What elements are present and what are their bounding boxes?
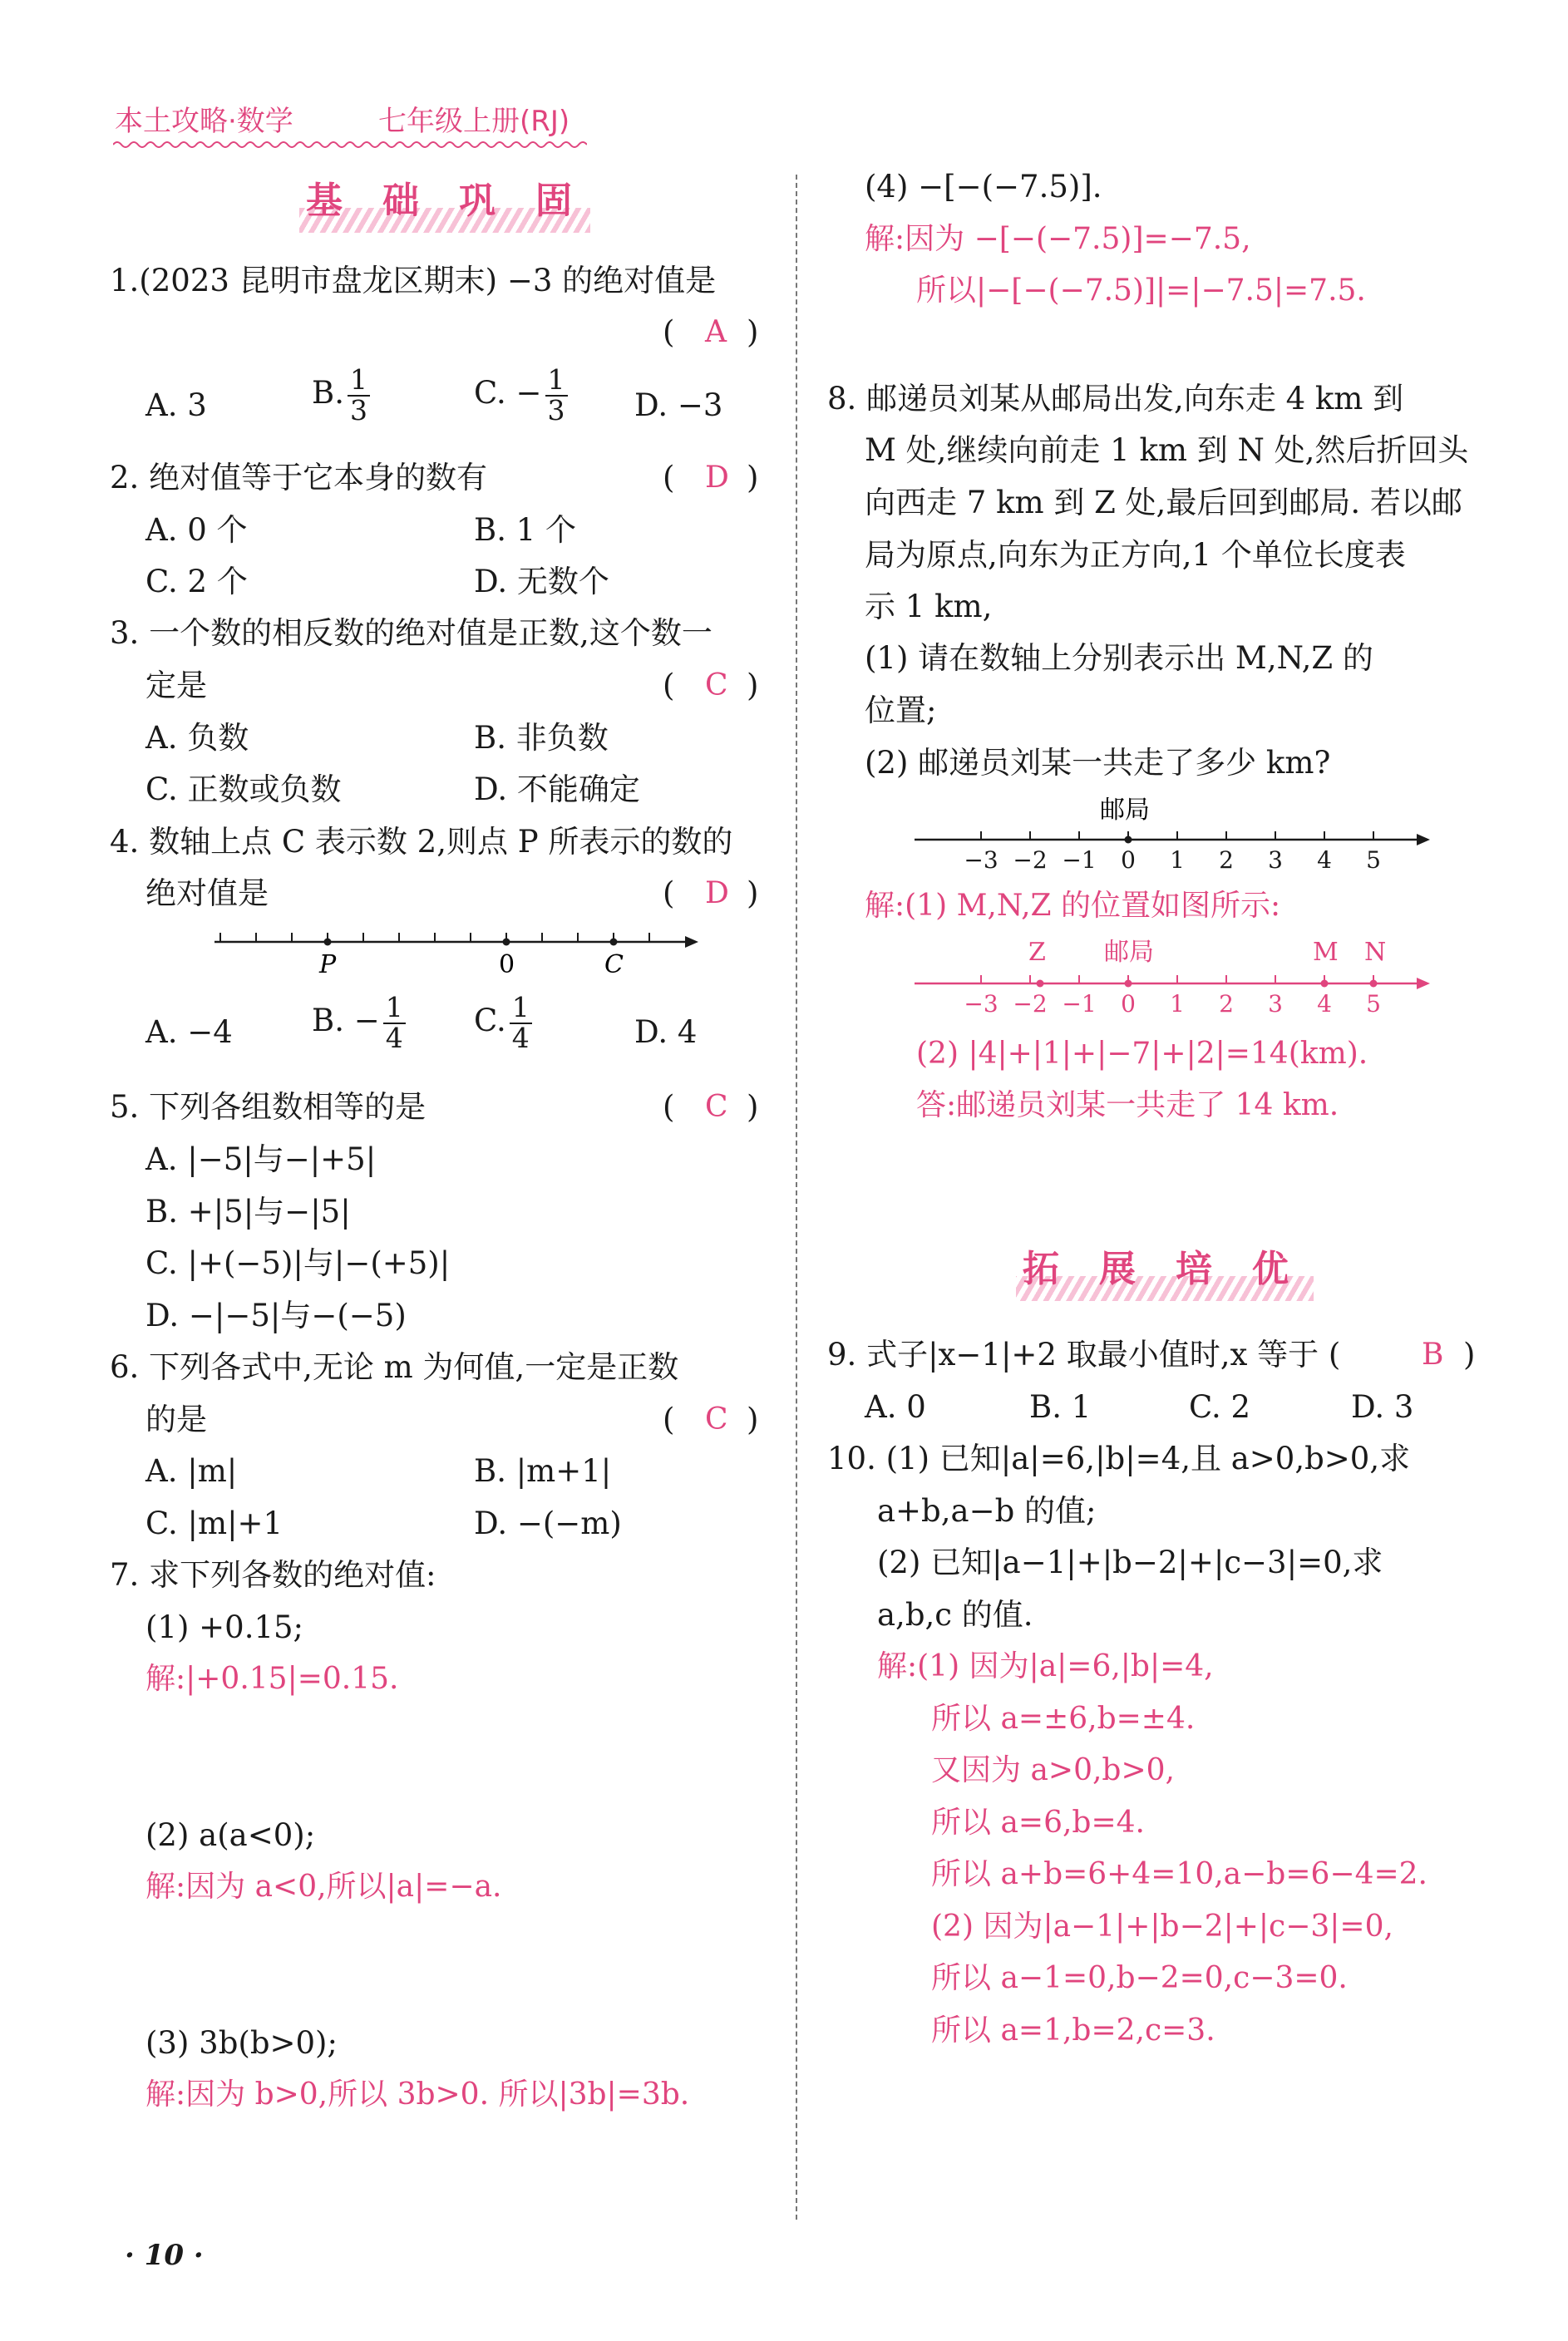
q4-option-d: D. 4 [634, 1014, 698, 1050]
q4-point-p [324, 939, 332, 946]
q7-answer4-line1: 解:因为 −[−(−7.5)]=−7.5, [865, 222, 1251, 256]
q8-axis2-tick-label: 3 [1268, 990, 1283, 1018]
q8-axis1-origin-dot [1125, 836, 1132, 844]
q8-axis1-tick-label: −1 [1062, 846, 1097, 874]
q8-number-line-answer [910, 935, 1442, 1023]
q8-line5: 示 1 km, [865, 589, 993, 624]
q6-paren-left: ( [663, 1402, 675, 1437]
q8-solution3: 答:邮递员刘某一共走了 14 km. [916, 1088, 1339, 1122]
q8-solution2: (2) |4|+|1|+|−7|+|2|=14(km). [916, 1037, 1368, 1071]
q8-axis2-tick-label: 4 [1317, 990, 1332, 1018]
q10-sol4: 所以 a=6,b=4. [931, 1806, 1145, 1840]
q8-axis1-tick-label: 2 [1219, 846, 1234, 874]
q8-number-line-question [910, 790, 1442, 881]
q8-axis2-label-m: M [1313, 938, 1339, 967]
q4-line2: 绝对值是 [145, 875, 269, 911]
q3-paren-right: ) [747, 668, 759, 703]
q6-option-b: B. |m+1| [474, 1453, 612, 1489]
header-grade: 七年级上册(RJ) [378, 105, 570, 138]
q3-line1: 3. 一个数的相反数的绝对值是正数,这个数一 [110, 615, 713, 651]
q2-paren-right: ) [747, 460, 759, 495]
q2-text: 2. 绝对值等于它本身的数有 [110, 460, 488, 495]
q4-option-b: B. − $\frac{1}{4}$ [312, 993, 406, 1052]
q10-sol1: 解:(1) 因为|a|=6,|b|=4, [877, 1649, 1214, 1683]
q4-line1: 4. 数轴上点 C 表示数 2,则点 P 所表示的数的 [110, 824, 733, 860]
q8-line1: 8. 邮递员刘某从邮局出发,向东走 4 km 到 [827, 381, 1404, 416]
q10-line3: (2) 已知|a−1|+|b−2|+|c−3|=0,求 [877, 1545, 1383, 1580]
q1-option-b: B. $\frac{1}{3}$ [312, 366, 370, 425]
q7-answer3: 解:因为 b>0,所以 3b>0. 所以|3b|=3b. [145, 2077, 690, 2112]
q8-axis2-origin-label: 邮局 [1104, 938, 1154, 967]
q8-axis2-point-m [1321, 980, 1329, 988]
q5-paren-right: ) [747, 1089, 759, 1125]
q2-answer: D [705, 461, 729, 495]
q9-option-b: B. 1 [1029, 1389, 1092, 1425]
q8-line4: 局为原点,向东为正方向,1 个单位长度表 [865, 537, 1406, 573]
q8-sub1b: 位置; [865, 692, 937, 728]
section-basic-title: 基础巩固 [306, 180, 612, 222]
q4-answer: D [705, 876, 729, 910]
q4-label-p: P [319, 950, 337, 979]
q8-axis2-point-n [1370, 980, 1378, 988]
q4-option-c: C. $\frac{1}{4}$ [474, 993, 532, 1052]
q8-axis2-label-z: Z [1028, 938, 1046, 967]
q6-option-a: A. |m| [145, 1453, 238, 1489]
q7-part1: (1) +0.15; [145, 1609, 304, 1645]
q10-sol8: 所以 a=1,b=2,c=3. [931, 2013, 1215, 2048]
q6-line1: 6. 下列各式中,无论 m 为何值,一定是正数 [110, 1349, 679, 1385]
column-divider [796, 175, 797, 2220]
q7-answer1: 解:|+0.15|=0.15. [145, 1662, 399, 1696]
q1-option-d: D. −3 [634, 387, 723, 423]
q8-axis1-tick-label: 1 [1170, 846, 1185, 874]
q8-axis2-point-z [1037, 980, 1044, 988]
q10-sol2: 所以 a=±6,b=±4. [931, 1702, 1196, 1736]
q8-axis1-tick-label: 4 [1317, 846, 1332, 874]
q8-axis2-point-origin [1125, 980, 1132, 988]
q3-option-d: D. 不能确定 [474, 771, 640, 807]
q10-sol5: 所以 a+b=6+4=10,a−b=6−4=2. [931, 1857, 1427, 1891]
q6-paren-right: ) [747, 1402, 759, 1437]
q7-answer4-line2: 所以|−[−(−7.5)]|=|−7.5|=7.5. [916, 274, 1366, 308]
q10-sol3: 又因为 a>0,b>0, [931, 1753, 1175, 1787]
q5-option-a: A. |−5|与−|+5| [145, 1141, 377, 1177]
q4-point-zero [503, 939, 510, 946]
q1-paren-right: ) [747, 314, 759, 350]
q8-axis1-tick-label: 0 [1121, 846, 1136, 874]
q10-line4: a,b,c 的值. [877, 1597, 1033, 1633]
q6-option-d: D. −(−m) [474, 1506, 622, 1541]
q3-option-c: C. 正数或负数 [145, 771, 342, 807]
q5-option-b: B. +|5|与−|5| [145, 1194, 351, 1230]
header-wavy-underline [113, 140, 587, 150]
q2-option-a: A. 0 个 [145, 512, 248, 548]
q5-option-c: C. |+(−5)|与|−(+5)| [145, 1245, 451, 1281]
q3-paren-left: ( [663, 668, 675, 703]
q7-answer2: 解:因为 a<0,所以|a|=−a. [145, 1870, 502, 1904]
q2-paren-left: ( [663, 460, 675, 495]
q4-label-zero: 0 [499, 950, 515, 979]
q8-axis1-tick-label: 3 [1268, 846, 1283, 874]
q8-axis2-tick-label: 5 [1366, 990, 1381, 1018]
q1-option-a: A. 3 [145, 387, 207, 423]
q6-option-c: C. |m|+1 [145, 1506, 284, 1541]
q5-answer: C [705, 1090, 728, 1124]
q4-number-line [208, 921, 707, 988]
header-title: 本土攻略·数学 [115, 105, 293, 138]
q7-part4: (4) −[−(−7.5)]. [865, 169, 1102, 205]
q10-sol7: 所以 a−1=0,b−2=0,c−3=0. [931, 1961, 1348, 1995]
q5-option-d: D. −|−5|与−(−5) [145, 1298, 407, 1333]
q1-answer: A [705, 315, 727, 349]
q9-answer: B [1422, 1338, 1444, 1372]
q9-paren-right: ) [1463, 1337, 1476, 1373]
q8-axis1-origin-label: 邮局 [1100, 796, 1150, 825]
q4-paren-left: ( [663, 875, 675, 911]
q8-axis2-tick-label: 0 [1121, 990, 1136, 1018]
q9-option-c: C. 2 [1189, 1389, 1251, 1425]
q8-sub2: (2) 邮递员刘某一共走了多少 km? [865, 745, 1331, 781]
q7-part2: (2) a(a<0); [145, 1817, 316, 1853]
q7-text: 7. 求下列各数的绝对值: [110, 1557, 436, 1593]
q8-axis2-tick-label: −3 [964, 990, 998, 1018]
q4-option-a: A. −4 [145, 1014, 233, 1050]
q10-line2: a+b,a−b 的值; [877, 1493, 1097, 1529]
q8-axis1-tick-label: −2 [1013, 846, 1048, 874]
q5-paren-left: ( [663, 1089, 675, 1125]
q9-option-a: A. 0 [865, 1389, 926, 1425]
q4-point-c [610, 939, 618, 946]
q5-text: 5. 下列各组数相等的是 [110, 1089, 427, 1125]
q8-line3: 向西走 7 km 到 Z 处,最后回到邮局. 若以邮 [865, 485, 1462, 520]
q8-line2: M 处,继续向前走 1 km 到 N 处,然后折回头 [865, 432, 1469, 468]
q1-paren-left: ( [663, 314, 675, 350]
q4-paren-right: ) [747, 875, 759, 911]
q10-line1: 10. (1) 已知|a|=6,|b|=4,且 a>0,b>0,求 [827, 1441, 1411, 1476]
section-extend-title: 拓展培优 [1023, 1248, 1329, 1290]
q8-sub1: (1) 请在数轴上分别表示出 M,N,Z 的 [865, 640, 1373, 676]
q6-answer: C [705, 1402, 728, 1437]
q1-option-c: C. − $\frac{1}{3}$ [474, 366, 568, 425]
q9-option-d: D. 3 [1351, 1389, 1414, 1425]
q7-part3: (3) 3b(b>0); [145, 2025, 338, 2061]
q8-axis1-tick-label: −3 [964, 846, 998, 874]
q2-option-b: B. 1 个 [474, 512, 577, 548]
q8-axis1-tick-label: 5 [1366, 846, 1381, 874]
q9-text: 9. 式子|x−1|+2 取最小值时,x 等于 ( [827, 1337, 1341, 1373]
q2-option-d: D. 无数个 [474, 564, 609, 599]
q4-label-c: C [604, 950, 624, 979]
q3-answer: C [705, 668, 728, 702]
q4-ticks [220, 933, 649, 942]
q8-axis2-label-n: N [1364, 938, 1387, 967]
page-number: · 10 · [125, 2239, 204, 2272]
q3-option-a: A. 负数 [145, 720, 249, 756]
q1-text: 1.(2023 昆明市盘龙区期末) −3 的绝对值是 [110, 263, 717, 298]
q8-axis2-tick-label: 1 [1170, 990, 1185, 1018]
q2-option-c: C. 2 个 [145, 564, 248, 599]
q3-line2: 定是 [145, 668, 207, 703]
q3-option-b: B. 非负数 [474, 720, 609, 756]
q8-axis2-tick-label: −1 [1062, 990, 1097, 1018]
q10-sol6: (2) 因为|a−1|+|b−2|+|c−3|=0, [931, 1910, 1393, 1944]
q6-line2: 的是 [145, 1402, 207, 1437]
q8-axis2-tick-label: −2 [1013, 990, 1048, 1018]
q8-axis2-tick-label: 2 [1219, 990, 1234, 1018]
q8-solution1: 解:(1) M,N,Z 的位置如图所示: [865, 889, 1281, 923]
